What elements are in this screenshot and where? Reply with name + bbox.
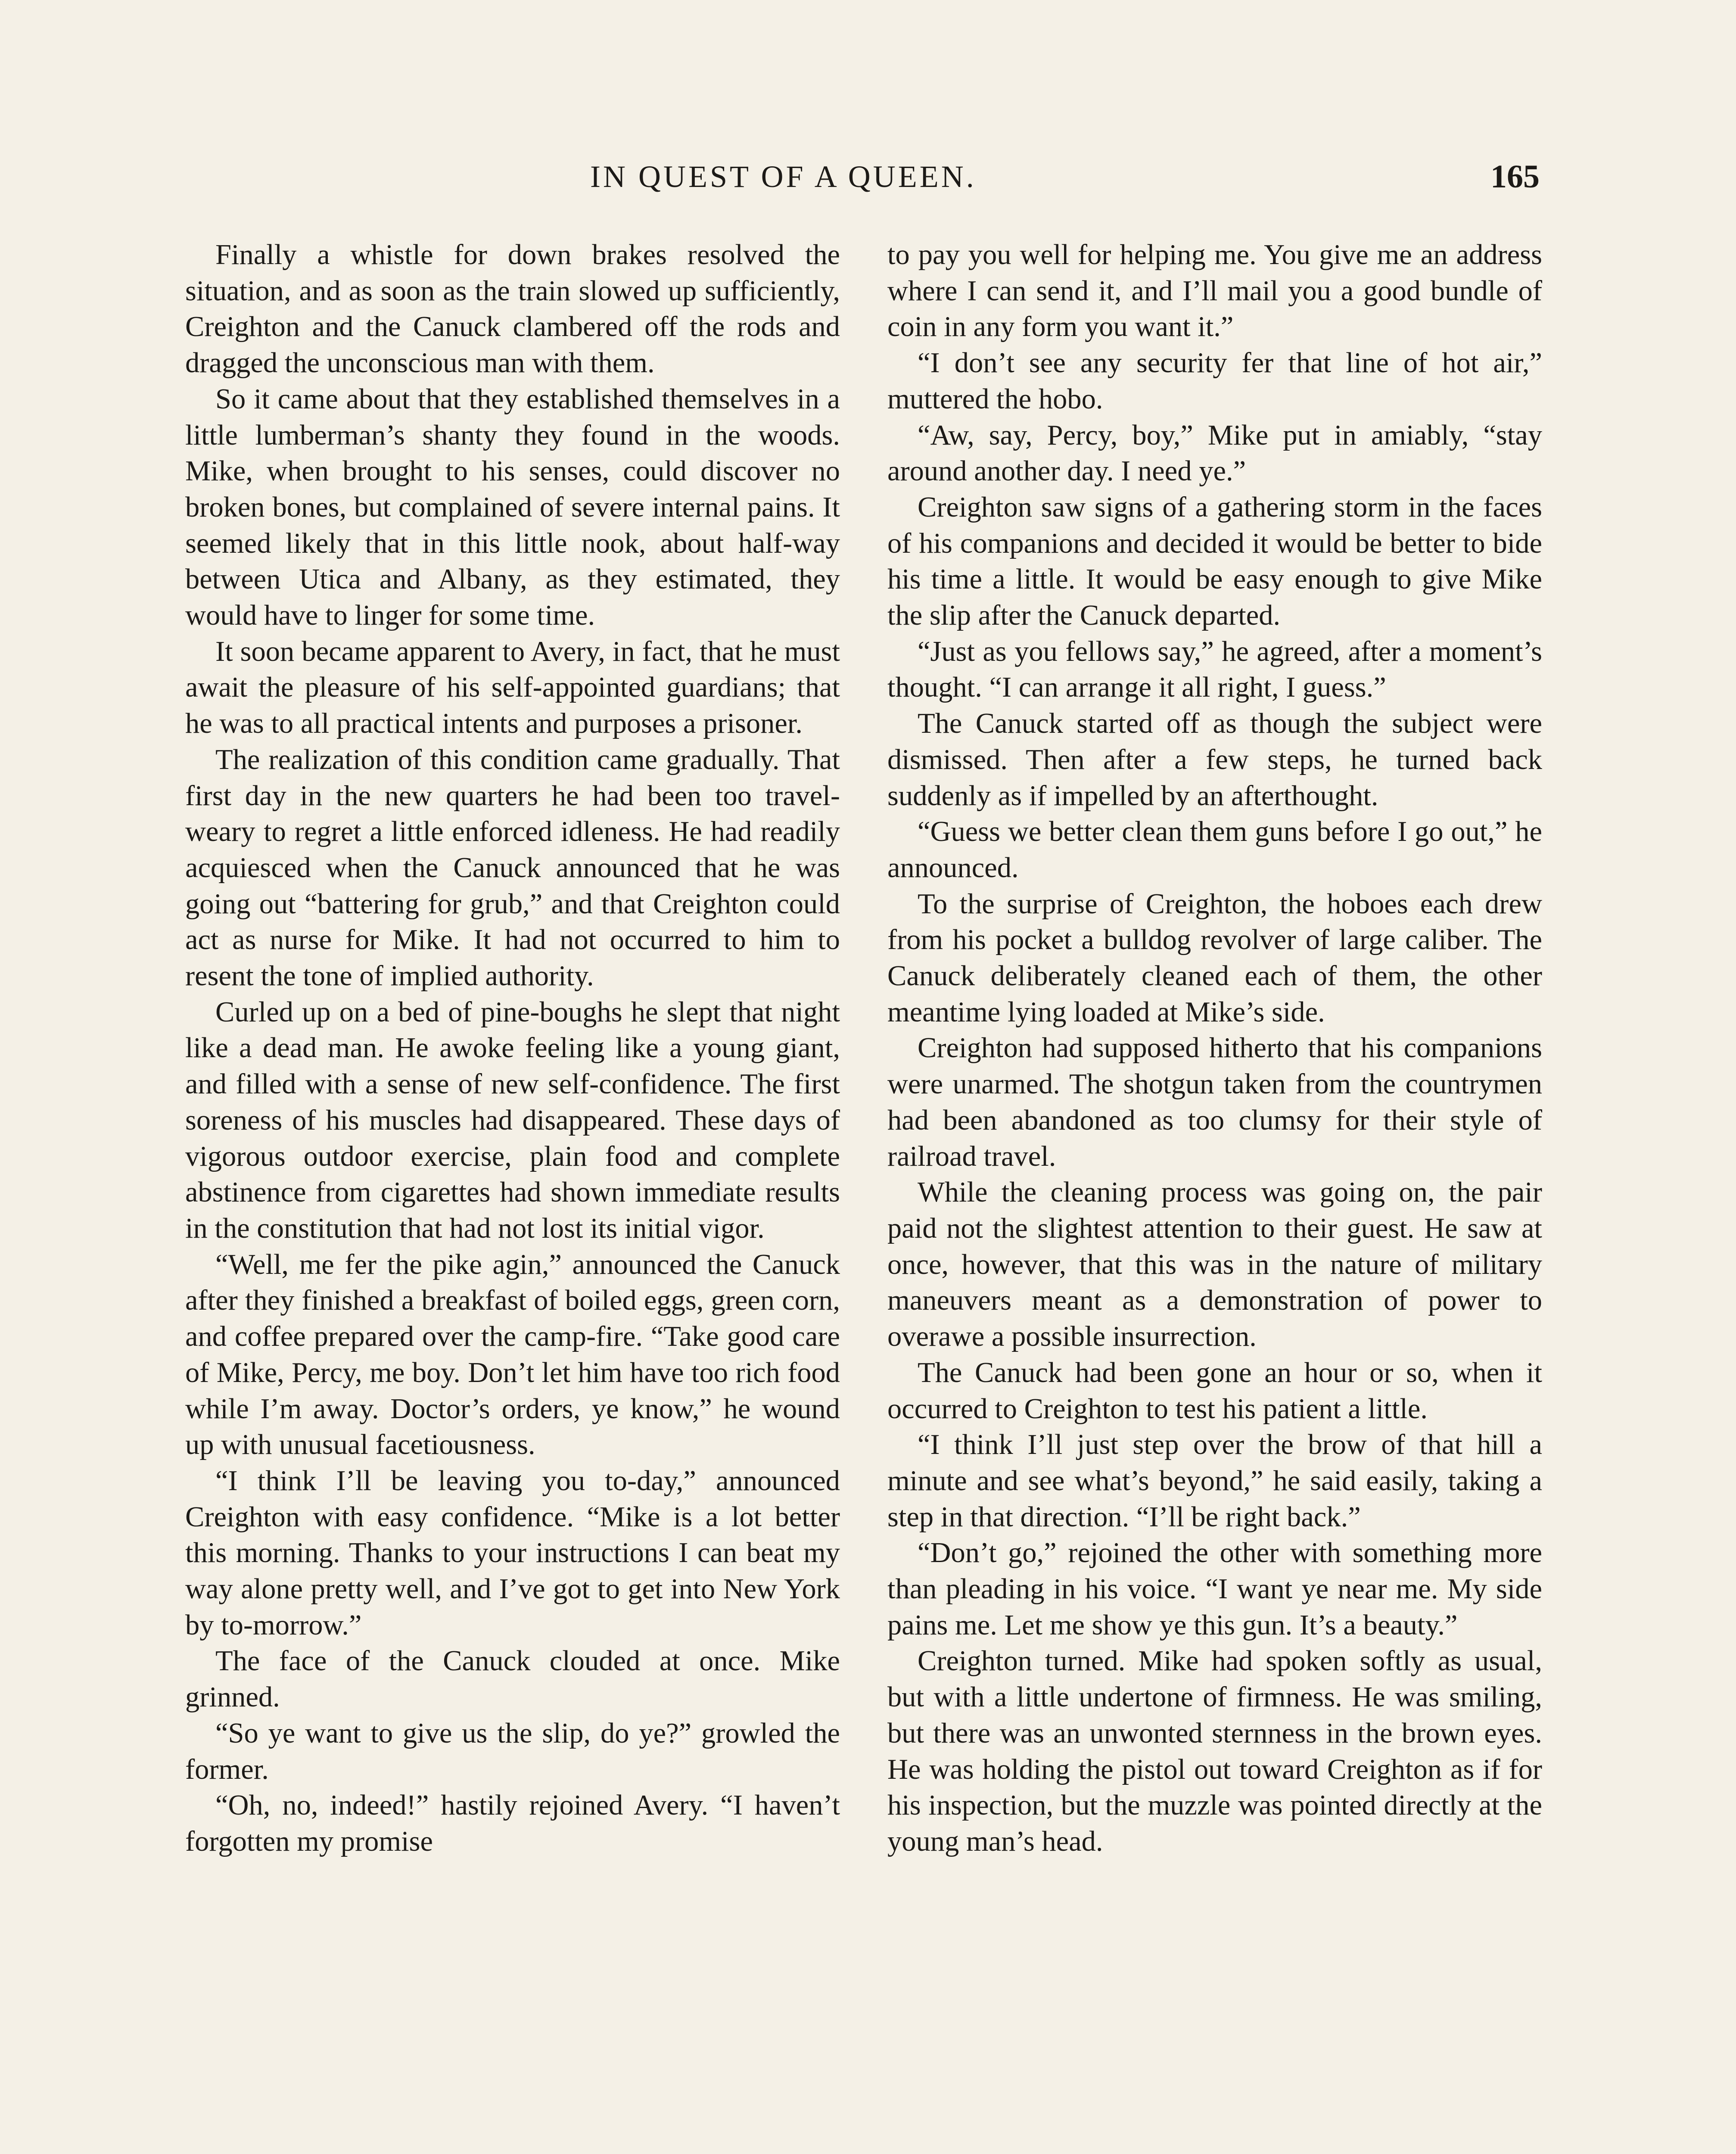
running-title: IN QUEST OF A QUEEN. [590, 159, 977, 194]
left-column [185, 237, 840, 1860]
paragraph: “I don’t see any security fer that line of hot air,” muttered the hobo. [887, 347, 1542, 415]
right-column [887, 237, 1542, 1860]
paragraph-continued: to pay you well for helping me. You give me an address where I can send it, and I’ll mail you a good bundle of coin in any form you want it.” [887, 239, 1542, 343]
paragraph: Finally a whistle for down brakes resolved the situation, and as soon as the train slowed up sufficiently, Creighton and the Canuck clambered off the rods and dragged the unconscious man with them. [185, 239, 840, 379]
paragraph: Creighton turned. Mike had spoken softly as usual, but with a little undertone of firmness. He was smiling, but there was an unwonted sternness in the brown eyes. He was holding the pistol out toward Creighton as if for his inspection, but the muzzle was pointed directly at the young man’s head. [887, 1645, 1542, 1857]
paragraph: While the cleaning process was going on, the pair paid not the slightest attention to their guest. He saw at once, however, that this was in the nature of military maneuvers meant as a demonstration of power to overawe a possible insurrection. [887, 1177, 1542, 1353]
paragraph: Curled up on a bed of pine-boughs he slept that night like a dead man. He awoke feeling like a young giant, and filled with a sense of new self-confidence. The first soreness of his muscles had disappeared. These days of vigorous outdoor exercise, plain food and complete abstinence from cigarettes had shown immediate results in the constitution that had not lost its initial vigor. [185, 996, 840, 1244]
paragraph: To the surprise of Creighton, the hoboes each drew from his pocket a bulldog revolver of large caliber. The Canuck deliberately cleaned each of them, the other meantime lying loaded at Mike’s side. [887, 888, 1542, 1028]
paragraph: Creighton had supposed hitherto that his companions were unarmed. The shotgun taken from the countrymen had been abandoned as too clumsy for their style of railroad travel. [887, 1032, 1542, 1172]
paragraph: “I think I’ll just step over the brow of that hill a minute and see what’s beyond,” he said easily, taking a step in that direction. “I’ll be right back.” [887, 1429, 1542, 1533]
paragraph: The face of the Canuck clouded at once. Mike grinned. [185, 1645, 840, 1713]
paragraph: It soon became apparent to Avery, in fact, that he must await the pleasure of his self-appointed guardians; that he was to all practical intents and purposes a prisoner. [185, 635, 840, 740]
paragraph: “Don’t go,” rejoined the other with something more than pleading in his voice. “I want ye near me. My side pains me. Let me show ye this gun. It’s a beauty.” [887, 1537, 1542, 1641]
page-number: 165 [1490, 159, 1540, 195]
paragraph: “Oh, no, indeed!” hastily rejoined Avery. “I haven’t forgotten my promise [185, 1790, 840, 1857]
paragraph: The Canuck started off as though the subject were dismissed. Then after a few steps, he turned back suddenly as if impelled by an afterthought. [887, 708, 1542, 812]
paragraph: “Well, me fer the pike agin,” announced the Canuck after they finished a breakfast of boiled eggs, green corn, and coffee prepared over the camp-fire. “Take good care of Mike, Percy, me boy. Don’t let him have too rich food while I’m away. Doctor’s orders, ye know,” he wound up with unusual facetiousness. [185, 1248, 840, 1461]
paragraph: The realization of this condition came gradually. That first day in the new quarters he had been too travel-weary to regret a little enforced idleness. He had readily acquiesced when the Canuck announced that he was going out “battering for grub,” and that Creighton could act as nurse for Mike. It had not occurred to him to resent the tone of implied authority. [185, 744, 840, 992]
paragraph: The Canuck had been gone an hour or so, when it occurred to Creighton to test his patient a little. [887, 1357, 1542, 1425]
paragraph: “So ye want to give us the slip, do ye?” growled the former. [185, 1717, 840, 1785]
paragraph: “Just as you fellows say,” he agreed, after a moment’s thought. “I can arrange it all right, I guess.” [887, 635, 1542, 703]
paragraph: So it came about that they established themselves in a little lumberman’s shanty they found in the woods. Mike, when brought to his senses, could discover no broken bones, but complained of severe internal pains. It seemed likely that in this little nook, about half-way between Utica and Albany, as they estimated, they would have to linger for some time. [185, 383, 840, 632]
paragraph: “I think I’ll be leaving you to-day,” announced Creighton with easy confidence. “Mike is a lot better this morning. Thanks to your instructions I can beat my way alone pretty well, and I’ve got to get into New York by to-morrow.” [185, 1465, 840, 1641]
paragraph: Creighton saw signs of a gathering storm in the faces of his companions and decided it would be better to bide his time a little. It would be easy enough to give Mike the slip after the Canuck departed. [887, 491, 1542, 632]
page-header [0, 151, 1736, 202]
paragraph: “Aw, say, Percy, boy,” Mike put in amiably, “stay around another day. I need ye.” [887, 419, 1542, 487]
paragraph: “Guess we better clean them guns before I go out,” he announced. [887, 816, 1542, 884]
